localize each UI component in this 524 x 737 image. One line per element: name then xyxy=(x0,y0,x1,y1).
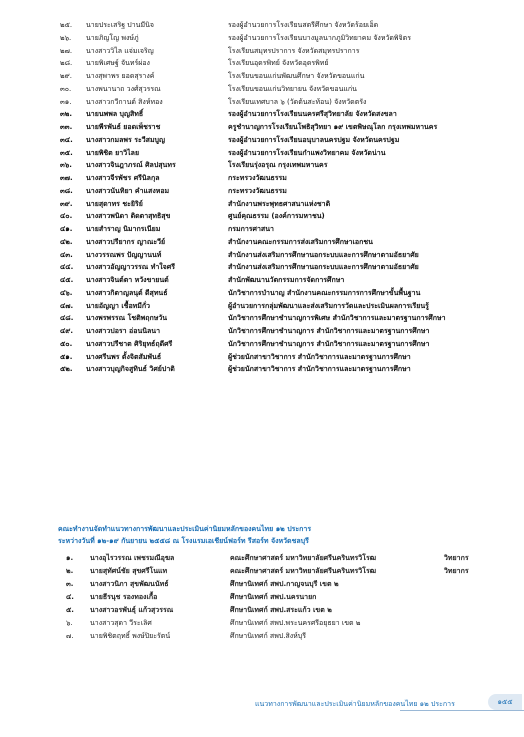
list-item-org: รองผู้อำนวยการโรงเรียนสตรีศึกษา จังหวัดร้อยเอ็ด xyxy=(228,21,379,29)
list-item xyxy=(0,70,524,83)
list-item xyxy=(0,223,524,236)
list-item xyxy=(0,351,524,364)
list-item-name: นางสาวนันทิยา คำแสงหอม xyxy=(86,186,170,195)
list-item-org: ศึกษานิเทศก์ สพป.กาญจนบุรี เขต ๒ xyxy=(230,580,339,588)
list-item-name: นายอัญญา เชื้อทมีกั่ว xyxy=(86,301,151,310)
list-item xyxy=(0,134,524,147)
list-item-name: นางวรรณพร ปัญญานนท์ xyxy=(86,250,162,259)
list-item-org: ศึกษานิเทศก์ สพป.สระแก้ว เขต ๒ xyxy=(230,606,332,614)
list-item-org: โรงเรียนรุ่งอรุณ กรุงเทพมหานคร xyxy=(228,161,328,170)
list-item-num: ๒๗. xyxy=(60,46,73,55)
list-item-num: ๖. xyxy=(66,619,73,627)
list-item-org: สำนักงานพระพุทธศาสนาแห่งชาติ xyxy=(228,199,331,208)
list-item-num: ๔๔. xyxy=(60,263,74,272)
list-item xyxy=(0,287,524,300)
list-item-org: รองผู้อำนวยการโรงเรียนบางมูลนากภูมิวิทยาคม จังหวัดพิจิตร xyxy=(228,33,411,42)
list-item xyxy=(0,363,524,376)
list-item xyxy=(0,591,524,604)
list-item-num: ๓๒. xyxy=(60,110,73,119)
list-item xyxy=(0,565,524,578)
list-item xyxy=(0,108,524,121)
list-item-num: ๔๘. xyxy=(60,314,74,323)
list-item-name: นายพิชิตฤทธิ์ พงษ์ปิยะรัตน์ xyxy=(90,632,171,640)
list-item-org: รองผู้อำนวยการโรงเรียนนครศรีสุวิทยาลัย จังหวัดสงขลา xyxy=(228,110,397,119)
list-item-num: ๔๑. xyxy=(60,225,73,233)
list-item-org: ผู้ช่วยนักสาขาวิชาการ สำนักวิชาการและมาตรฐานการศึกษา xyxy=(228,365,411,374)
list-item xyxy=(0,19,524,32)
list-item-org: ผู้ช่วยนักสาขาวิชาการ สำนักวิชาการและมาตรฐานการศึกษา xyxy=(228,352,411,361)
list-item xyxy=(0,185,524,198)
section-title-line-1: คณะทำงานจัดทำแนวทางการพัฒนาและประเมินค่านิยมหลักของคนไทย ๑๒ ประการ xyxy=(58,525,312,533)
list-item-org: ศึกษานิเทศก์ สพป.สิงห์บุรี xyxy=(230,632,306,640)
list-item xyxy=(0,172,524,185)
list-item-num: ๕. xyxy=(66,606,74,614)
list-item-name: นางพนานาถ วงศ์สุวรรณ xyxy=(86,84,161,93)
list-item-org: สำนักงานคณะกรรมการส่งเสริมการศึกษาเอกชน xyxy=(228,237,373,246)
list-item-pos: วิทยากร xyxy=(444,567,469,575)
list-item-name: นายพิเศษฐ์ จันทร์ผ่อง xyxy=(86,59,150,68)
list-item-name: นายประเสริฐ ปานมีนิจ xyxy=(86,21,154,29)
list-item xyxy=(0,57,524,70)
list-item xyxy=(0,578,524,591)
list-item-org: โรงเรียนขอนแก่นวิทยายน จังหวัดขอนแก่น xyxy=(228,84,357,93)
list-item-num: ๓๖. xyxy=(60,161,72,170)
list-item xyxy=(0,630,524,643)
list-item-org: กรมการศาสนา xyxy=(228,225,274,233)
list-item-name: นายภิญโญ พงษ์ภู่ xyxy=(86,33,139,42)
list-item-name: นายสุทัศน์ชัย สุขศรีโนแท xyxy=(90,567,168,575)
list-item-name: นางสาวอัญญาวรรณ ทำใจศรี xyxy=(86,263,175,272)
list-item-name: นางสาวนิภา สุขพัฒนนัทธ์ xyxy=(90,580,169,588)
list-item-name: นางศรีนพร ตั้งจิตสัมพันธ์ xyxy=(86,352,162,361)
list-item xyxy=(0,83,524,96)
list-item-org: สำนักงานส่งเสริมการศึกษานอกระบบและการศึกษาตามอัธยาศัย xyxy=(228,263,419,272)
list-item-name: นางสาวอรพันธุ์ แก้วสุวรรณ xyxy=(90,606,174,614)
list-item xyxy=(0,121,524,134)
list-item-num: ๓๔. xyxy=(60,135,73,144)
list-item-num: ๔๙. xyxy=(60,327,74,335)
list-item-num: ๕๑. xyxy=(60,352,73,361)
list-item-name: นายธีรนุช รองทองเกื้อ xyxy=(90,593,158,601)
list-item-name: นายนพพล บุญสิทธิ์ xyxy=(86,110,144,119)
list-item-name: นางสาวกิตาญลนุต์ ดีสุทนธ์ xyxy=(86,288,168,297)
list-item xyxy=(0,300,524,313)
committee-list-1 xyxy=(0,19,524,376)
list-item-name: นางสาวพนิดา ติดตาสุทธิสุข xyxy=(86,212,171,221)
list-item-org: ศูนย์คุณธรรม (องค์การมหาชน) xyxy=(228,212,325,221)
list-item-org: ศึกษานิเทศก์ สพป.พระนครศรีอยุธยา เขต ๒ xyxy=(230,619,361,627)
list-item-num: ๔๓. xyxy=(60,250,73,259)
list-item xyxy=(0,261,524,274)
list-item-org: ครูชำนาญการโรงเรียนโพธิสุวิทยา ๑๙ เขตพิษณุโลก กรุงเทพมหานคร xyxy=(228,123,438,131)
committee-list-2 xyxy=(0,552,524,643)
list-item-name: นายพิชิต ยาวิไลย xyxy=(86,148,140,157)
list-item-org: นักวิชาการศึกษาชำนาญการ สำนักวิชาการและมาตรฐานการศึกษา xyxy=(228,327,430,335)
list-item-name: นางอุไรวรรณ เพชรมณีอุฆล xyxy=(90,554,175,562)
list-item-num: ๔๒. xyxy=(60,237,73,246)
list-item-org: นักวิชาการบำนาญ สำนักงานคณะกรรมการการศึกษาขั้นพื้นฐาน xyxy=(228,288,421,297)
list-item-num: ๒๕. xyxy=(60,21,73,29)
list-item xyxy=(0,249,524,262)
list-item-org: สำนักพัฒนานวัตกรรมการจัดการศึกษา xyxy=(228,276,345,284)
list-item-org: โรงเรียนอุดรพิทย์ จังหวัดอุดรพิทย์ xyxy=(228,59,329,68)
list-item-num: ๓๓. xyxy=(60,123,73,131)
list-item-name: นางสาวจินต์ตา หวังขายนต์ xyxy=(86,276,169,284)
list-item xyxy=(0,552,524,565)
list-item-num: ๓๑. xyxy=(60,97,72,106)
list-item-name: นางสาวปรียากร ญาณะวีย์ xyxy=(86,237,166,246)
list-item-num: ๒๙. xyxy=(60,72,72,80)
list-item-num: ๒. xyxy=(66,567,74,575)
list-item-org: โรงเรียนสมุทรปราการ จังหวัดสมุทรปราการ xyxy=(228,46,360,55)
list-item-org: กระทรวงวัฒนธรรม xyxy=(228,186,287,195)
list-item-org: นักวิชาการศึกษาชำนาญการพิเศษ สำนักวิชาการและมาตรฐานการศึกษา xyxy=(228,314,446,323)
footer-title: แนวทางการพัฒนาและประเมินค่านิยมหลักของคนไทย ๑๒ ประการ xyxy=(255,700,455,708)
list-item xyxy=(0,236,524,249)
list-item xyxy=(0,274,524,287)
list-item xyxy=(0,617,524,630)
list-item-name: นายพีรพันธ์ ยอดเพ็ชราช xyxy=(86,123,161,131)
list-item-num: ๓. xyxy=(66,580,74,588)
list-item-org: โรงเรียนขอนแก่นพัฒนศึกษา จังหวัดขอนแก่น xyxy=(228,72,365,80)
list-item-num: ๓๐. xyxy=(60,84,72,93)
list-item-num: ๕๒. xyxy=(60,365,73,374)
list-item-name: นางสาวสุดา วีระเลิศ xyxy=(90,619,152,627)
list-item-name: นางสาวกมลพร ระวีสมบูญ xyxy=(86,135,165,144)
list-item-num: ๔๕. xyxy=(60,276,74,284)
footer-divider xyxy=(400,710,524,711)
list-item-org: คณะศึกษาศาสตร์ มหาวิทยาลัยศรีนครินทรวิโรฒ xyxy=(230,567,377,575)
list-item-name: นางสาววิไล แจ่มเจริญ xyxy=(86,46,154,55)
list-item-name: นายสำราญ นิมากรเนียม xyxy=(86,225,161,233)
list-item xyxy=(0,338,524,351)
list-item-name: นายสุดาทร ชะยิริย์ xyxy=(86,199,143,208)
list-item-name: นางสาวปรีชาต ศิริยุทธ์ฤดีศรี xyxy=(86,339,173,348)
list-item-num: ๔. xyxy=(66,593,74,601)
list-item-org: สำนักงานส่งเสริมการศึกษานอกระบบและการศึกษาตามอัธยาศัย xyxy=(228,250,419,259)
page-number: ๑๕๕ xyxy=(488,694,522,710)
list-item-name: นางสาวกวีกานต์ สิงห์ทอง xyxy=(86,97,163,106)
list-item-org: รองผู้อำนวยการโรงเรียนอนุบาลนครปฐม จังหวัดนครปฐม xyxy=(228,135,400,144)
list-item-num: ๗. xyxy=(66,632,74,640)
list-item-org: ผู้อำนวยการกลุ่มพัฒนาและส่งเสริมการวัดและประเมินผลการเรียนรู้ xyxy=(228,301,429,310)
list-item xyxy=(0,45,524,58)
list-item xyxy=(0,96,524,109)
list-item-pos: วิทยากร xyxy=(444,554,469,562)
list-item-num: ๕๐. xyxy=(60,339,73,348)
list-item-num: ๔๖. xyxy=(60,288,73,297)
list-item-name: นางสาวปอรา อ่อนนิลนา xyxy=(86,327,161,335)
list-item-org: โรงเรียนเทศบาล ๖ (วัดต้นสะท้อน) จังหวัดตรัง xyxy=(228,97,367,106)
list-item-org: ศึกษานิเทศก์ สพป.นครนายก xyxy=(230,593,317,601)
list-item-num: ๑. xyxy=(66,554,74,562)
list-item-org: คณะศึกษาศาสตร์ มหาวิทยาลัยศรีนครินทรวิโรฒ xyxy=(230,554,377,562)
list-item xyxy=(0,159,524,172)
list-item-name: นางสาวบุญกิจสูทินธ์ วิศย์ปาติ xyxy=(86,365,175,374)
list-item-name: นางพรพรรณ โชติพฤกษวัน xyxy=(86,314,168,323)
list-item-num: ๓๕. xyxy=(60,148,73,157)
list-item xyxy=(0,147,524,160)
list-item-num: ๓๗. xyxy=(60,174,73,182)
list-item-org: รองผู้อำนวยการโรงเรียนกำแพงวิทยาคม จังหวัดน่าน xyxy=(228,148,386,157)
list-item-num: ๒๘. xyxy=(60,59,73,68)
list-item-org: กระทรวงวัฒนธรรม xyxy=(228,174,287,182)
list-item xyxy=(0,198,524,211)
list-item xyxy=(0,32,524,45)
list-item-name: นางสาวจินฎาภรณ์ ศิลปสุนทร xyxy=(86,161,176,170)
list-item xyxy=(0,604,524,617)
list-item-num: ๓๙. xyxy=(60,199,73,208)
list-item-num: ๓๘. xyxy=(60,186,73,195)
section-title-line-2: ระหว่างวันที่ ๑๒-๑๙ กันยายน ๒๕๕๘ ณ โรงแรมเอเชียน์ฟอร์ท รีสอร์ท จังหวัดชลบุรี xyxy=(58,537,309,545)
list-item-org: นักวิชาการศึกษาชำนาญการ สำนักวิชาการและมาตรฐานการศึกษา xyxy=(228,339,430,348)
list-item-name: นางสุพาพร ยอดสุรางค์ xyxy=(86,72,155,80)
list-item xyxy=(0,312,524,325)
list-item-num: ๔๐. xyxy=(60,212,73,221)
list-item-num: ๒๖. xyxy=(60,33,72,42)
list-item-num: ๔๗. xyxy=(60,301,74,310)
list-item xyxy=(0,210,524,223)
list-item xyxy=(0,325,524,338)
list-item-name: นางสาวจีรพัชร ศรีนิลกุล xyxy=(86,174,160,182)
